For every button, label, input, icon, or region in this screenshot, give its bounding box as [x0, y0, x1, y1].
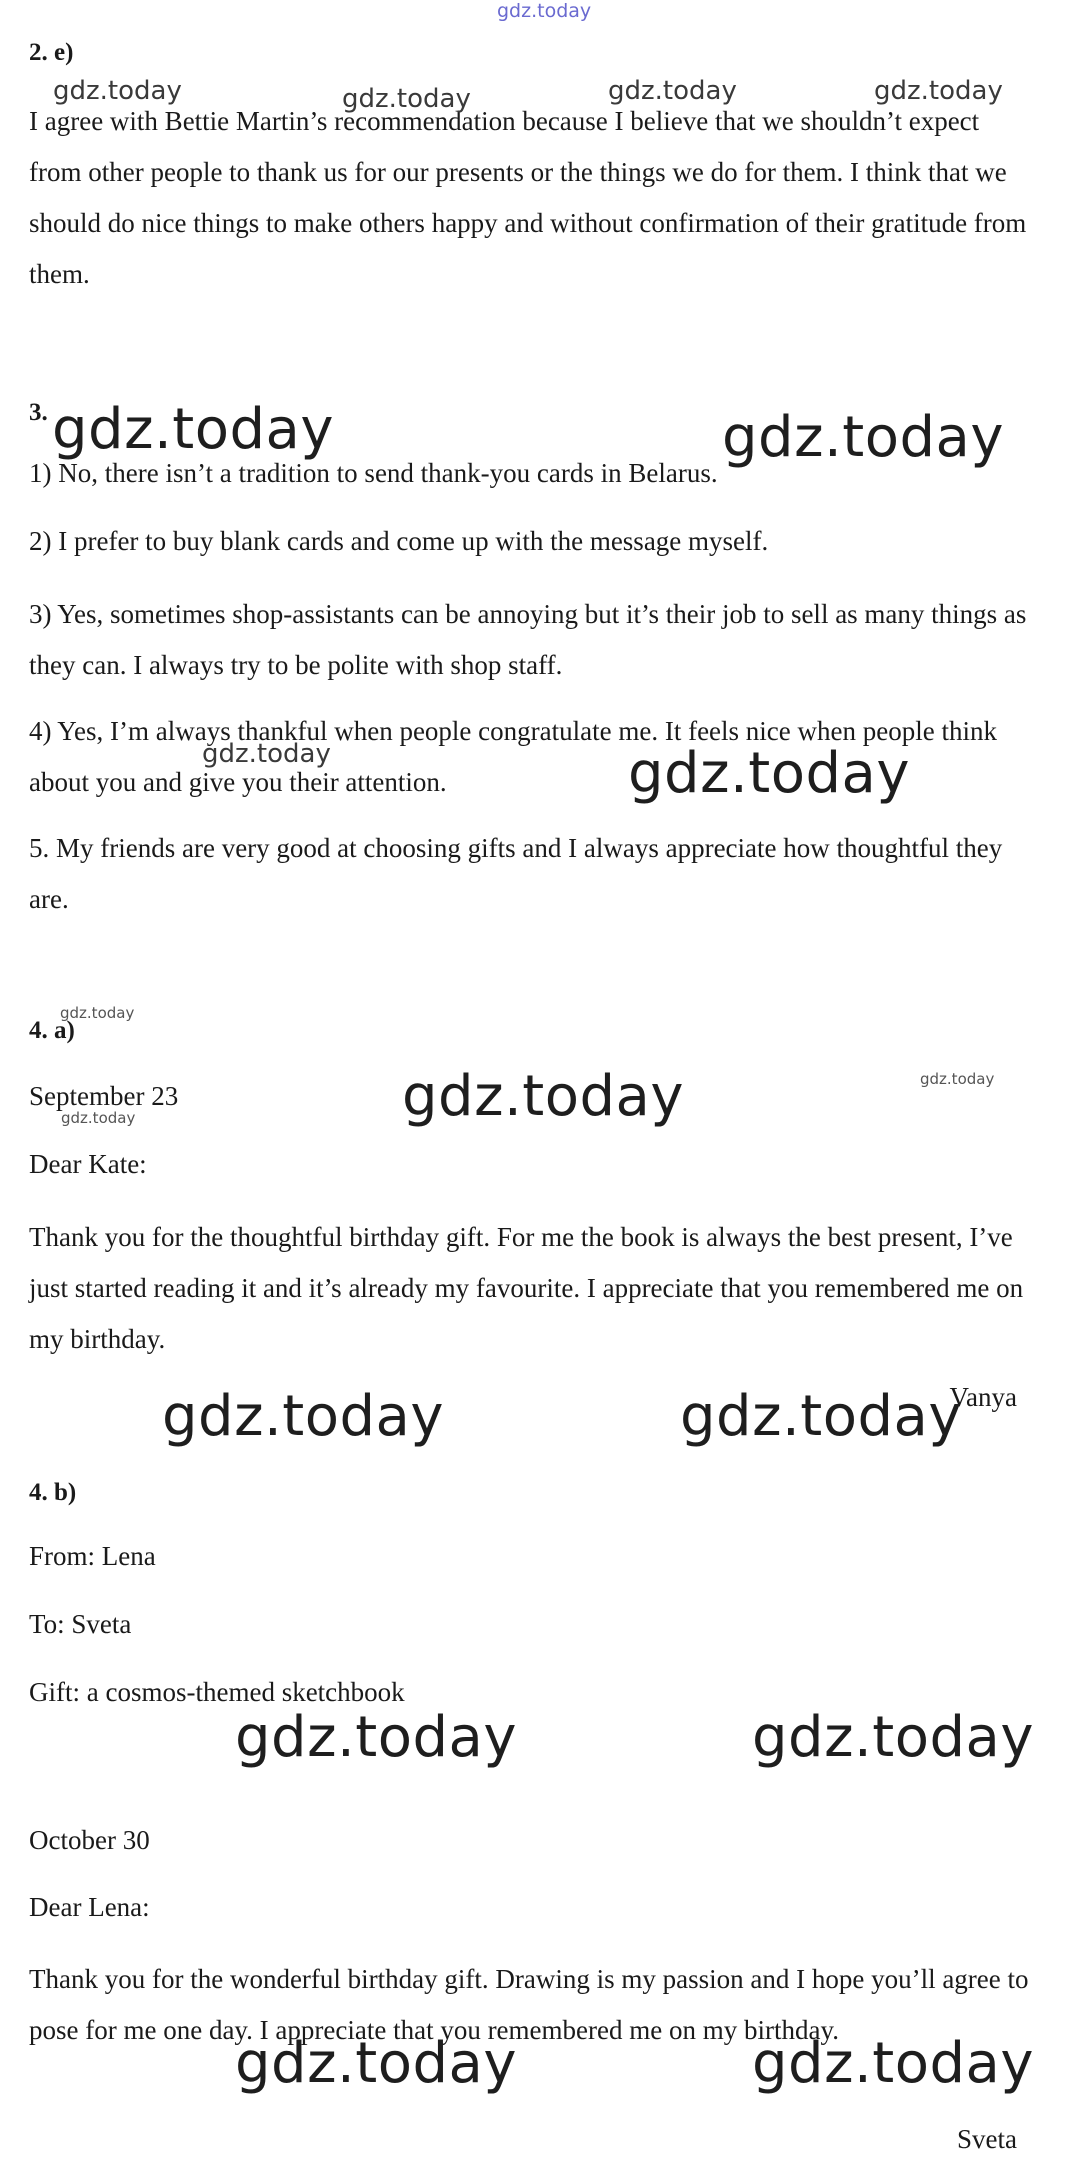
card-from: From: Lena — [29, 1541, 156, 1571]
letter-b-signature: Sveta — [957, 2124, 1017, 2154]
watermark: gdz.today — [920, 1070, 995, 1088]
watermark: gdz.today — [235, 2031, 518, 2096]
letter-b-greeting: Dear Lena: — [29, 1892, 150, 1922]
card-gift: Gift: a cosmos-themed sketchbook — [29, 1677, 405, 1707]
watermark: gdz.today — [752, 2031, 1035, 2096]
answer-4: 4) Yes, I’m always thankful when people congratulate me. It feels nice when people think about you and give you their attention. — [29, 716, 997, 797]
watermark: gdz.today — [235, 1705, 518, 1770]
section-2e-paragraph: I agree with Bettie Martin’s recommendation because I believe that we shouldn’t expect from other people to thank us for our presents or the things we do for them. I think that we should do nice things to make others happy and without confirmation of their gratitude from them. — [29, 106, 1027, 289]
watermark: gdz.today — [342, 84, 471, 114]
watermark: gdz.today — [722, 405, 1005, 470]
watermark: gdz.today — [60, 1004, 135, 1022]
watermark: gdz.today — [497, 0, 592, 22]
letter-b-date: October 30 — [29, 1825, 150, 1855]
watermark: gdz.today — [874, 76, 1003, 106]
section-4a-heading: 4. a) — [29, 1017, 75, 1044]
answer-5: 5. My friends are very good at choosing gifts and I always appreciate how thoughtful they are. — [29, 833, 1003, 914]
letter-b-body: Thank you for the wonderful birthday gift. Drawing is my passion and I hope you’ll agree to pose for me one day. I appreciate that you remembered me on my birthday. — [29, 1964, 1029, 2045]
watermark: gdz.today — [608, 76, 737, 106]
watermark: gdz.today — [162, 1384, 445, 1449]
section-2e-heading: 2. e) — [29, 39, 74, 66]
section-4b-heading: 4. b) — [29, 1479, 77, 1506]
watermark: gdz.today — [402, 1064, 685, 1129]
section-3-heading: 3. — [29, 399, 48, 426]
watermark: gdz.today — [53, 76, 182, 106]
answer-1: 1) No, there isn’t a tradition to send thank-you cards in Belarus. — [29, 458, 718, 488]
watermark: gdz.today — [680, 1384, 963, 1449]
watermark: gdz.today — [61, 1109, 136, 1127]
letter-a-date: September 23 — [29, 1081, 179, 1111]
watermark: gdz.today — [202, 739, 331, 769]
letter-a-body: Thank you for the thoughtful birthday gift. For me the book is always the best present, I’ve just started reading it and it’s already my favourite. I appreciate that you remembered me on my birthday. — [29, 1222, 1024, 1354]
answer-3: 3) Yes, sometimes shop-assistants can be annoying but it’s their job to sell as many things as they can. I always try to be polite with shop staff. — [29, 599, 1027, 680]
letter-a-greeting: Dear Kate: — [29, 1149, 147, 1179]
watermark: gdz.today — [52, 397, 335, 462]
card-to: To: Sveta — [29, 1609, 132, 1639]
watermark: gdz.today — [628, 741, 911, 806]
letter-a-signature: Vanya — [949, 1382, 1017, 1412]
answer-2: 2) I prefer to buy blank cards and come up with the message myself. — [29, 526, 769, 556]
watermark: gdz.today — [752, 1705, 1035, 1770]
